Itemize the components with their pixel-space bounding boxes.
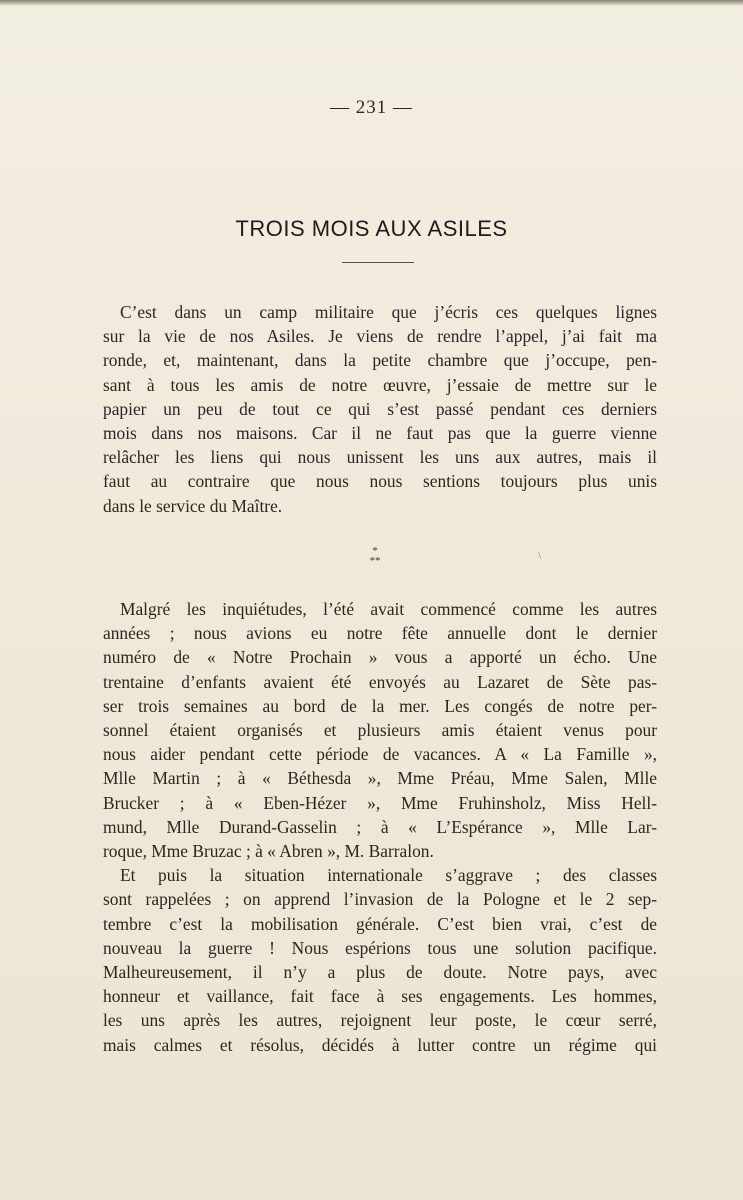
text-line: Mlle Martin ; à « Béthesda », Mme Préau, Mme Salen, Mlle: [103, 768, 657, 789]
paragraph-1: [103, 300, 657, 518]
asterism-top: *: [372, 545, 378, 557]
text-line: ser trois semaines au bord de la mer. Les congés de notre per-: [103, 695, 657, 716]
text-line: mund, Mlle Durand-Gasselin ; à « L’Espérance », Mlle Lar-: [103, 816, 657, 837]
title-divider: [342, 262, 414, 263]
text-line: tembre c’est la mobilisation générale. C’est bien vrai, c’est de: [103, 913, 657, 934]
text-line: trentaine d’enfants avaient été envoyés au Lazaret de Sète pas-: [103, 671, 657, 692]
asterism-bottom: **: [369, 555, 381, 567]
text-line: Brucker ; à « Eben-Hézer », Mme Fruhinsholz, Miss Hell-: [103, 792, 657, 813]
chapter-title: TROIS MOIS AUX ASILES: [235, 216, 508, 241]
text-line: Malgré les inquiétudes, l’été avait commencé comme les autres: [120, 599, 657, 619]
text-line: mois dans nos maisons. Car il ne faut pas que la guerre vienne: [103, 423, 657, 444]
page-top-edge: [0, 0, 743, 6]
stray-mark: \: [538, 548, 542, 562]
text-line: C’est dans un camp militaire que j’écris ces quelques lignes: [120, 302, 657, 322]
text-line: Et puis la situation internationale s’aggrave ; des classes: [120, 865, 657, 886]
text-line: les uns après les autres, rejoignent leur poste, le cœur serré,: [103, 1010, 657, 1031]
text-line: roque, Mme Bruzac ; à « Abren », M. Barralon.: [103, 841, 434, 862]
text-line: années ; nous avions eu notre fête annuelle dont le dernier: [103, 623, 657, 644]
text-line: ronde, et, maintenant, dans la petite chambre que j’occupe, pen-: [103, 350, 657, 371]
text-line: nouveau la guerre ! Nous espérions tous une solution pacifique.: [103, 937, 657, 958]
text-line: honneur et vaillance, fait face à ses engagements. Les hommes,: [103, 986, 657, 1007]
page-number: — 231 —: [330, 97, 413, 118]
text-line: papier un peu de tout ce qui s’est passé pendant ces derniers: [103, 398, 657, 419]
text-line: sur la vie de nos Asiles. Je viens de rendre l’appel, j’ai fait ma: [103, 326, 657, 347]
text-line: mais calmes et résolus, décidés à lutter contre un régime qui: [103, 1034, 657, 1055]
text-line: nous aider pendant cette période de vacances. A « La Famille »,: [103, 744, 657, 765]
text-line: numéro de « Notre Prochain » vous a apporté un écho. Une: [103, 647, 657, 668]
text-line: dans le service du Maître.: [103, 495, 283, 516]
section-asterism: [360, 546, 390, 566]
text-line: sant à tous les amis de notre œuvre, j’essaie de mettre sur le: [103, 374, 657, 395]
text-line: sonnel étaient organisés et plusieurs amis étaient venus pour: [103, 720, 657, 741]
paragraph-2: [103, 597, 657, 1057]
text-line: faut au contraire que nous nous sentions toujours plus unis: [103, 471, 657, 492]
text-line: sont rappelées ; on apprend l’invasion de la Pologne et le 2 sep-: [103, 889, 657, 910]
text-line: Malheureusement, il n’y a plus de doute. Notre pays, avec: [103, 962, 657, 983]
text-line: relâcher les liens qui nous unissent les uns aux autres, mais il: [103, 447, 657, 468]
